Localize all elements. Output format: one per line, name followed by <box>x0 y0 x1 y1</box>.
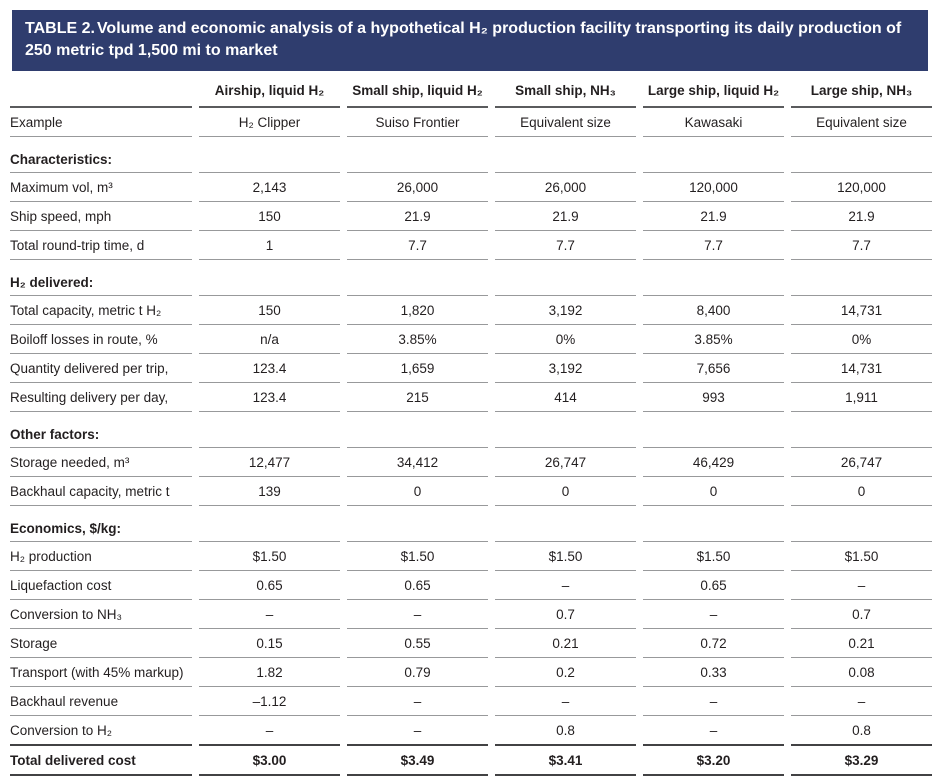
cell-value: – <box>347 687 488 716</box>
row-label: Storage needed, m³ <box>10 448 192 477</box>
cell-value: $3.41 <box>495 746 636 776</box>
table-title: Volume and economic analysis of a hypothetical H₂ production facility transporting its daily production of 250 metric tpd 1,500 mi to market <box>25 20 902 60</box>
row-label: Other factors: <box>10 412 192 448</box>
column-header: Airship, liquid H₂ <box>199 74 340 108</box>
cell-value: Suiso Frontier <box>347 108 488 137</box>
cell-value <box>791 412 932 448</box>
table-row <box>10 448 932 477</box>
cell-value: Kawasaki <box>643 108 784 137</box>
cell-value: 7.7 <box>791 231 932 260</box>
cell-value: $1.50 <box>199 542 340 571</box>
cell-value: 7.7 <box>495 231 636 260</box>
cell-value: 0.65 <box>643 571 784 600</box>
cell-value: $3.49 <box>347 746 488 776</box>
cell-value: 120,000 <box>791 173 932 202</box>
cell-value: 0.72 <box>643 629 784 658</box>
cell-value: 7.7 <box>347 231 488 260</box>
cell-value: 1,820 <box>347 296 488 325</box>
cell-value: $3.00 <box>199 746 340 776</box>
cell-value: – <box>643 600 784 629</box>
row-label: Ship speed, mph <box>10 202 192 231</box>
cell-value <box>495 506 636 542</box>
cell-value: Equivalent size <box>495 108 636 137</box>
cell-value: –1.12 <box>199 687 340 716</box>
cell-value: 0% <box>495 325 636 354</box>
table-row <box>10 296 932 325</box>
cell-value: 12,477 <box>199 448 340 477</box>
cell-value: 1 <box>199 231 340 260</box>
cell-value: 7,656 <box>643 354 784 383</box>
cell-value <box>199 412 340 448</box>
cell-value: 3,192 <box>495 354 636 383</box>
cell-value <box>791 137 932 173</box>
cell-value: 0.65 <box>199 571 340 600</box>
table-number: TABLE 2. <box>25 20 95 37</box>
cell-value: H₂ Clipper <box>199 108 340 137</box>
cell-value: 0.8 <box>791 716 932 746</box>
cell-value: 0 <box>791 477 932 506</box>
column-header: Large ship, NH₃ <box>791 74 932 108</box>
cell-value: 0.65 <box>347 571 488 600</box>
cell-value: 3,192 <box>495 296 636 325</box>
cell-value: 0.21 <box>791 629 932 658</box>
cell-value: 14,731 <box>791 354 932 383</box>
cell-value <box>347 260 488 296</box>
cell-value: 0 <box>495 477 636 506</box>
cell-value: 21.9 <box>791 202 932 231</box>
corner-cell <box>10 74 192 108</box>
table-row <box>10 658 932 687</box>
cell-value: 0% <box>791 325 932 354</box>
cell-value: – <box>495 687 636 716</box>
row-label: H₂ production <box>10 542 192 571</box>
cell-value: 993 <box>643 383 784 412</box>
cell-value: – <box>643 716 784 746</box>
cell-value: – <box>199 716 340 746</box>
cell-value: 34,412 <box>347 448 488 477</box>
column-header: Small ship, NH₃ <box>495 74 636 108</box>
table-row <box>10 354 932 383</box>
cell-value: 414 <box>495 383 636 412</box>
column-header: Large ship, liquid H₂ <box>643 74 784 108</box>
cell-value: – <box>347 716 488 746</box>
cell-value: $1.50 <box>347 542 488 571</box>
cell-value: 7.7 <box>643 231 784 260</box>
data-table <box>3 74 939 776</box>
cell-value: – <box>791 687 932 716</box>
cell-value: Equivalent size <box>791 108 932 137</box>
row-label: Characteristics: <box>10 137 192 173</box>
table-title-banner <box>12 10 928 71</box>
cell-value <box>643 506 784 542</box>
row-label: Resulting delivery per day, <box>10 383 192 412</box>
cell-value <box>347 137 488 173</box>
cell-value <box>791 260 932 296</box>
cell-value <box>495 260 636 296</box>
row-label: Example <box>10 108 192 137</box>
cell-value: $1.50 <box>791 542 932 571</box>
cell-value: 3.85% <box>643 325 784 354</box>
cell-value <box>791 506 932 542</box>
table-row <box>10 629 932 658</box>
cell-value: 26,747 <box>791 448 932 477</box>
cell-value: 14,731 <box>791 296 932 325</box>
table-row <box>10 173 932 202</box>
cell-value: 139 <box>199 477 340 506</box>
row-label: Liquefaction cost <box>10 571 192 600</box>
section-header-row <box>10 137 932 173</box>
cell-value: 0.8 <box>495 716 636 746</box>
row-label: Quantity delivered per trip, <box>10 354 192 383</box>
column-header: Small ship, liquid H₂ <box>347 74 488 108</box>
cell-value: – <box>495 571 636 600</box>
cell-value: – <box>643 687 784 716</box>
cell-value: 215 <box>347 383 488 412</box>
column-header-row <box>10 74 932 108</box>
cell-value <box>643 412 784 448</box>
row-label: Boiloff losses in route, % <box>10 325 192 354</box>
table-row <box>10 600 932 629</box>
cell-value: 150 <box>199 296 340 325</box>
cell-value: 123.4 <box>199 354 340 383</box>
table-row <box>10 687 932 716</box>
table-row <box>10 202 932 231</box>
cell-value: $3.20 <box>643 746 784 776</box>
row-label: Economics, $/kg: <box>10 506 192 542</box>
table-row <box>10 571 932 600</box>
cell-value: 0.55 <box>347 629 488 658</box>
cell-value: 0.08 <box>791 658 932 687</box>
cell-value <box>643 260 784 296</box>
cell-value <box>347 412 488 448</box>
cell-value <box>199 260 340 296</box>
table-row <box>10 542 932 571</box>
cell-value: 0.33 <box>643 658 784 687</box>
table-header <box>10 74 932 108</box>
cell-value: 21.9 <box>495 202 636 231</box>
row-label: Backhaul revenue <box>10 687 192 716</box>
cell-value <box>199 506 340 542</box>
cell-value: 0 <box>347 477 488 506</box>
row-label: Conversion to NH₃ <box>10 600 192 629</box>
total-row <box>10 746 932 776</box>
table-row <box>10 108 932 137</box>
row-label: Storage <box>10 629 192 658</box>
cell-value: 21.9 <box>643 202 784 231</box>
cell-value: 1,659 <box>347 354 488 383</box>
cell-value <box>495 137 636 173</box>
cell-value <box>199 137 340 173</box>
cell-value: – <box>199 600 340 629</box>
table-row <box>10 477 932 506</box>
table-figure-page <box>0 10 942 769</box>
row-label: H₂ delivered: <box>10 260 192 296</box>
table-row <box>10 325 932 354</box>
row-label: Conversion to H₂ <box>10 716 192 746</box>
cell-value: 0 <box>643 477 784 506</box>
cell-value: 0.2 <box>495 658 636 687</box>
cell-value: 2,143 <box>199 173 340 202</box>
cell-value: n/a <box>199 325 340 354</box>
cell-value: 0.79 <box>347 658 488 687</box>
cell-value <box>495 412 636 448</box>
table-row <box>10 383 932 412</box>
cell-value: 46,429 <box>643 448 784 477</box>
cell-value: $1.50 <box>643 542 784 571</box>
cell-value: $1.50 <box>495 542 636 571</box>
cell-value: 21.9 <box>347 202 488 231</box>
section-header-row <box>10 506 932 542</box>
cell-value: 1,911 <box>791 383 932 412</box>
row-label: Backhaul capacity, metric t <box>10 477 192 506</box>
section-header-row <box>10 260 932 296</box>
cell-value: 120,000 <box>643 173 784 202</box>
cell-value: 26,000 <box>495 173 636 202</box>
cell-value: 8,400 <box>643 296 784 325</box>
table-body <box>10 108 932 776</box>
cell-value: 0.21 <box>495 629 636 658</box>
table-row <box>10 716 932 746</box>
row-label: Transport (with 45% markup) <box>10 658 192 687</box>
row-label: Total round-trip time, d <box>10 231 192 260</box>
row-label: Total delivered cost <box>10 746 192 776</box>
cell-value: 123.4 <box>199 383 340 412</box>
cell-value: – <box>791 571 932 600</box>
cell-value: 1.82 <box>199 658 340 687</box>
row-label: Maximum vol, m³ <box>10 173 192 202</box>
cell-value <box>347 506 488 542</box>
cell-value: 3.85% <box>347 325 488 354</box>
cell-value: 0.15 <box>199 629 340 658</box>
table-row <box>10 231 932 260</box>
cell-value: 26,000 <box>347 173 488 202</box>
cell-value: $3.29 <box>791 746 932 776</box>
cell-value: 150 <box>199 202 340 231</box>
cell-value <box>643 137 784 173</box>
cell-value: – <box>347 600 488 629</box>
cell-value: 0.7 <box>791 600 932 629</box>
row-label: Total capacity, metric t H₂ <box>10 296 192 325</box>
cell-value: 26,747 <box>495 448 636 477</box>
cell-value: 0.7 <box>495 600 636 629</box>
section-header-row <box>10 412 932 448</box>
